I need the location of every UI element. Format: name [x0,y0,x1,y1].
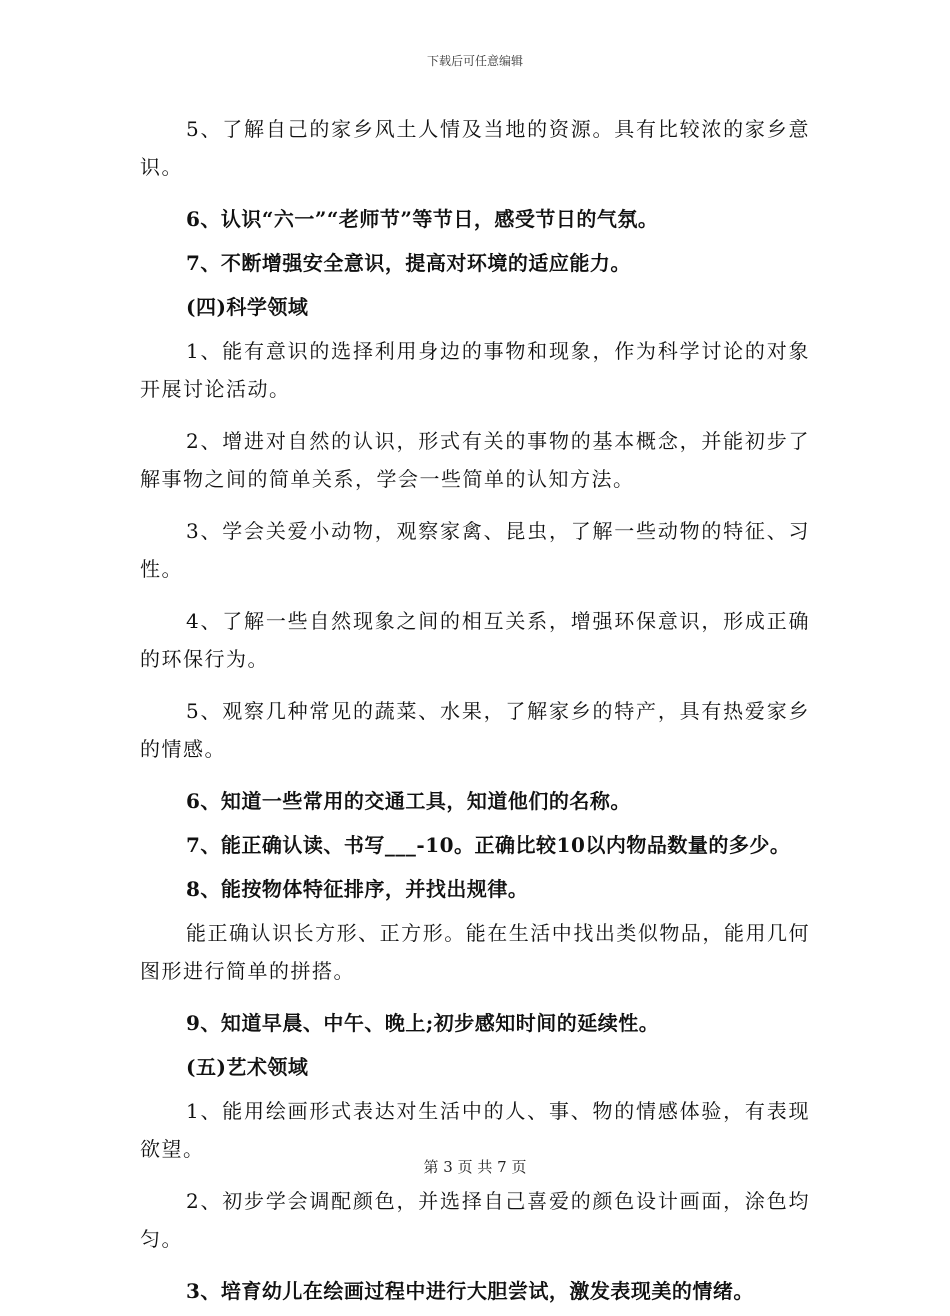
paragraph: 能正确认识长方形、正方形。能在生活中找出类似物品，能用几何图形进行简单的拼搭。 [140,921,810,983]
paragraph: 8、能按物体特征排序，并找出规律。 [186,877,529,901]
paragraph: 6、知道一些常用的交通工具，知道他们的名称。 [186,789,631,813]
paragraph: 6、认识“六一”“老师节”等节日，感受节日的气氛。 [186,207,659,231]
paragraph: 4、了解一些自然现象之间的相互关系，增强环保意识，形成正确的环保行为。 [140,609,810,671]
paragraph: 5、了解自己的家乡风土人情及当地的资源。具有比较浓的家乡意识。 [140,117,810,179]
paragraph: 1、能有意识的选择利用身边的事物和现象，作为科学讨论的对象开展讨论活动。 [140,339,810,401]
paragraph: 9、知道早晨、中午、晚上;初步感知时间的延续性。 [186,1011,660,1035]
page-header: 下载后可任意编辑 [426,54,523,68]
paragraph: 7、能正确认读、书写___-10。正确比较10以内物品数量的多少。 [186,833,791,857]
paragraph: 5、观察几种常见的蔬菜、水果，了解家乡的特产，具有热爱家乡的情感。 [140,699,810,761]
paragraph: 2、增进对自然的认识，形式有关的事物的基本概念，并能初步了解事物之间的简单关系，学会一些简单的认知方法。 [140,429,810,491]
paragraph: 3、培育幼儿在绘画过程中进行大胆尝试，激发表现美的情绪。 [186,1279,754,1303]
paragraph: 3、学会关爱小动物，观察家禽、昆虫，了解一些动物的特征、习性。 [140,519,810,581]
section-heading: (五)艺术领域 [186,1055,309,1079]
page-footer: 第 3 页 共 7 页 [423,1158,527,1176]
paragraph: 7、不断增强安全意识，提高对环境的适应能力。 [186,251,631,275]
paragraph: 1、能用绘画形式表达对生活中的人、事、物的情感体验，有表现欲望。 [140,1099,810,1161]
paragraph: 2、初步学会调配颜色，并选择自己喜爱的颜色设计画面，涂色均匀。 [140,1189,810,1251]
section-heading: (四)科学领域 [186,295,309,319]
document-body [140,110,810,1316]
